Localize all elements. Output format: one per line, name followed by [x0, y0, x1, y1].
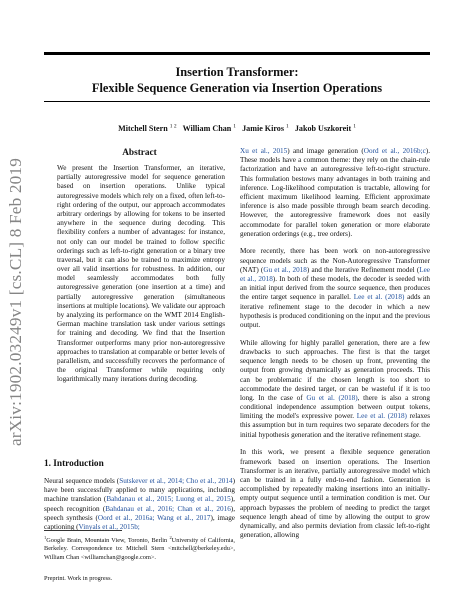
citation-link[interactable]: Sutskever et al., 2014; Cho et al., 2014 — [119, 477, 233, 485]
body-paragraph: While allowing for highly parallel generation, there are a few drawbacks to such approaches. The first is that the target sequence length needs to be chosen up front, preventing the output from growing dynamically as generation proceeds. This can be problematic if the chosen length is too short to accommodate the desired target, or can be wasteful if it is too long. In the case of Gu et al. (2018), there is also a strong conditional independence assumption between output tokens, limiting the model's expressive power. Lee et al. (2018) relaxes this assumption but in turn requires two separate decoders for the initial hypothesis generation and the iterative refinement stage. — [240, 338, 430, 439]
citation-link[interactable]: Gu et al., 2018 — [263, 265, 307, 274]
citation-link[interactable]: Lee et al. (2018) — [353, 293, 405, 302]
author-list — [0, 123, 474, 133]
title-rule-bottom — [44, 101, 430, 102]
preprint-notice: Preprint. Work in progress. — [44, 575, 113, 582]
introduction-paragraph: Neural sequence models (Sutskever et al., 2014; Cho et al., 2014) have been successfully applied to many applications, including machine translation (Bahdanau et al., 2015; Luong et al., 2015), speech recognition (Bahdanau et al., 2016; Chan et al., 2016), speech synthesis (Oord et al., 2016a; Wang et al., 2017), image captioning (Vinyals et al., 2015b; — [44, 477, 235, 531]
author: Jakob Uszkoreit $^1$ — [294, 123, 356, 133]
citation-link[interactable]: Oord et al., 2016a; Wang et al., 2017 — [97, 513, 211, 522]
body-paragraph: Xu et al., 2015) and image generation (Oord et al., 2016b;c). These models have a common theme: they rely on the chain-rule factorization and have an autoregressive left-to-right structure. This formulation bestows many advantages in both training and inference. Log-likelihood computation is tractable, allowing for efficient maximum likelihood learning. Efficient approximate inference is also made possible through beam search decoding. However, the autoregressive framework does not easily accommodate for parallel token generation or more elaborate generation orderings (e.g., tree orders). — [240, 147, 430, 238]
right-column — [240, 147, 430, 549]
abstract-heading: Abstract — [122, 148, 157, 158]
citation-link[interactable]: Bahdanau et al., 2015; Luong et al., 2015 — [106, 495, 231, 504]
title-rule-top — [44, 52, 430, 55]
abstract-text: We present the Insertion Transformer, an iterative, partially autoregressive model for sequence generation based on insertion operations. Unlike typical autoregressive models which rely on a fixed, often left-to-right ordering of the output, our approach accommodates arbitrary orderings by allowing for tokens to be inserted anywhere in the sequence during decoding. This flexibility confers a number of advantages: for instance, not only can our model be trained to follow specific orderings such as left-to-right generation or a binary tree traversal, but it can also be trained to maximize entropy over all valid insertions for robustness. In addition, our model seamlessly accommodates both fully autoregressive generation (one insertion at a time) and partially autoregressive generation (simultaneous insertions at multiple locations). We validate our approach by analyzing its performance on the WMT 2014 English-German machine translation task under various settings for training and decoding. We find that the Insertion Transformer outperforms many prior non-autoregressive approaches to translation at comparable or better levels of parallelism, and successfully recovers the performance of the original Transformer while requiring only logarithmically many iterations during decoding. — [57, 164, 225, 384]
citation-link[interactable]: Bahdanau et al., 2016; Chan et al., 2016 — [105, 504, 231, 513]
author: William Chan $^1$ — [182, 123, 237, 133]
arxiv-identifier: arXiv:1902.03249v1 [cs.CL] 8 Feb 2019 — [6, 157, 25, 447]
arxiv-watermark — [1, 152, 31, 452]
footnote-rule — [44, 530, 122, 531]
section-heading-introduction: 1. Introduction — [44, 459, 104, 469]
affiliation-footnote: $^1$Google Brain, Mountain View, Toronto, Berlin $^2$University of California, Berkeley. Correspondence to: Mitchell Stern <mitchell@berkeley.edu>, William Chan <williamchan@google.com>. — [44, 535, 235, 561]
citation-link[interactable]: Lee et al. (2018) — [356, 412, 407, 421]
citation-link[interactable]: Oord et al., 2016b;c — [363, 147, 426, 155]
citation-link[interactable]: Lee et al., 2018 — [240, 265, 430, 284]
author: Jamie Kiros $^1$ — [242, 123, 289, 133]
body-paragraph: More recently, there has been work on non-autoregressive sequence models such as the Non-Autoregressive Transformer (NAT) (Gu et al., 2018) and the Iterative Refinement model (Lee et al., 2018). In both of these models, the decoder is seeded with an initial input derived from the source sequence, then produces the entire target sequence in parallel. Lee et al. (2018) adds an iterative refinement stage to the decoder in which a new hypothesis is produced conditioning on the input and the previous output. — [240, 247, 430, 329]
citation-link[interactable]: Xu et al., 2015 — [240, 147, 288, 155]
author: Mitchell Stern $^{1 2}$ — [118, 123, 177, 133]
citation-link[interactable]: Gu et al. (2018) — [306, 393, 358, 402]
body-paragraph: In this work, we present a flexible sequence generation framework based on insertion operations. The Insertion Transformer is an iterative, partially autoregressive model which can be trained in a fully end-to-end fashion. Generation is accomplished by repeatedly making insertions into an initially-empty output sequence until a termination condition is met. Our approach bypasses the problem of needing to predict the target sequence length ahead of time by allowing the output to grow dynamically, and also permits deviation from classic left-to-right generation, allowing — [240, 448, 430, 540]
citation-link[interactable]: Vinyals et al., 2015b; — [78, 522, 140, 531]
paper-title-line-2: Flexible Sequence Generation via Insertion Operations — [91, 81, 383, 95]
paper-title-line-1: Insertion Transformer: — [175, 65, 299, 79]
